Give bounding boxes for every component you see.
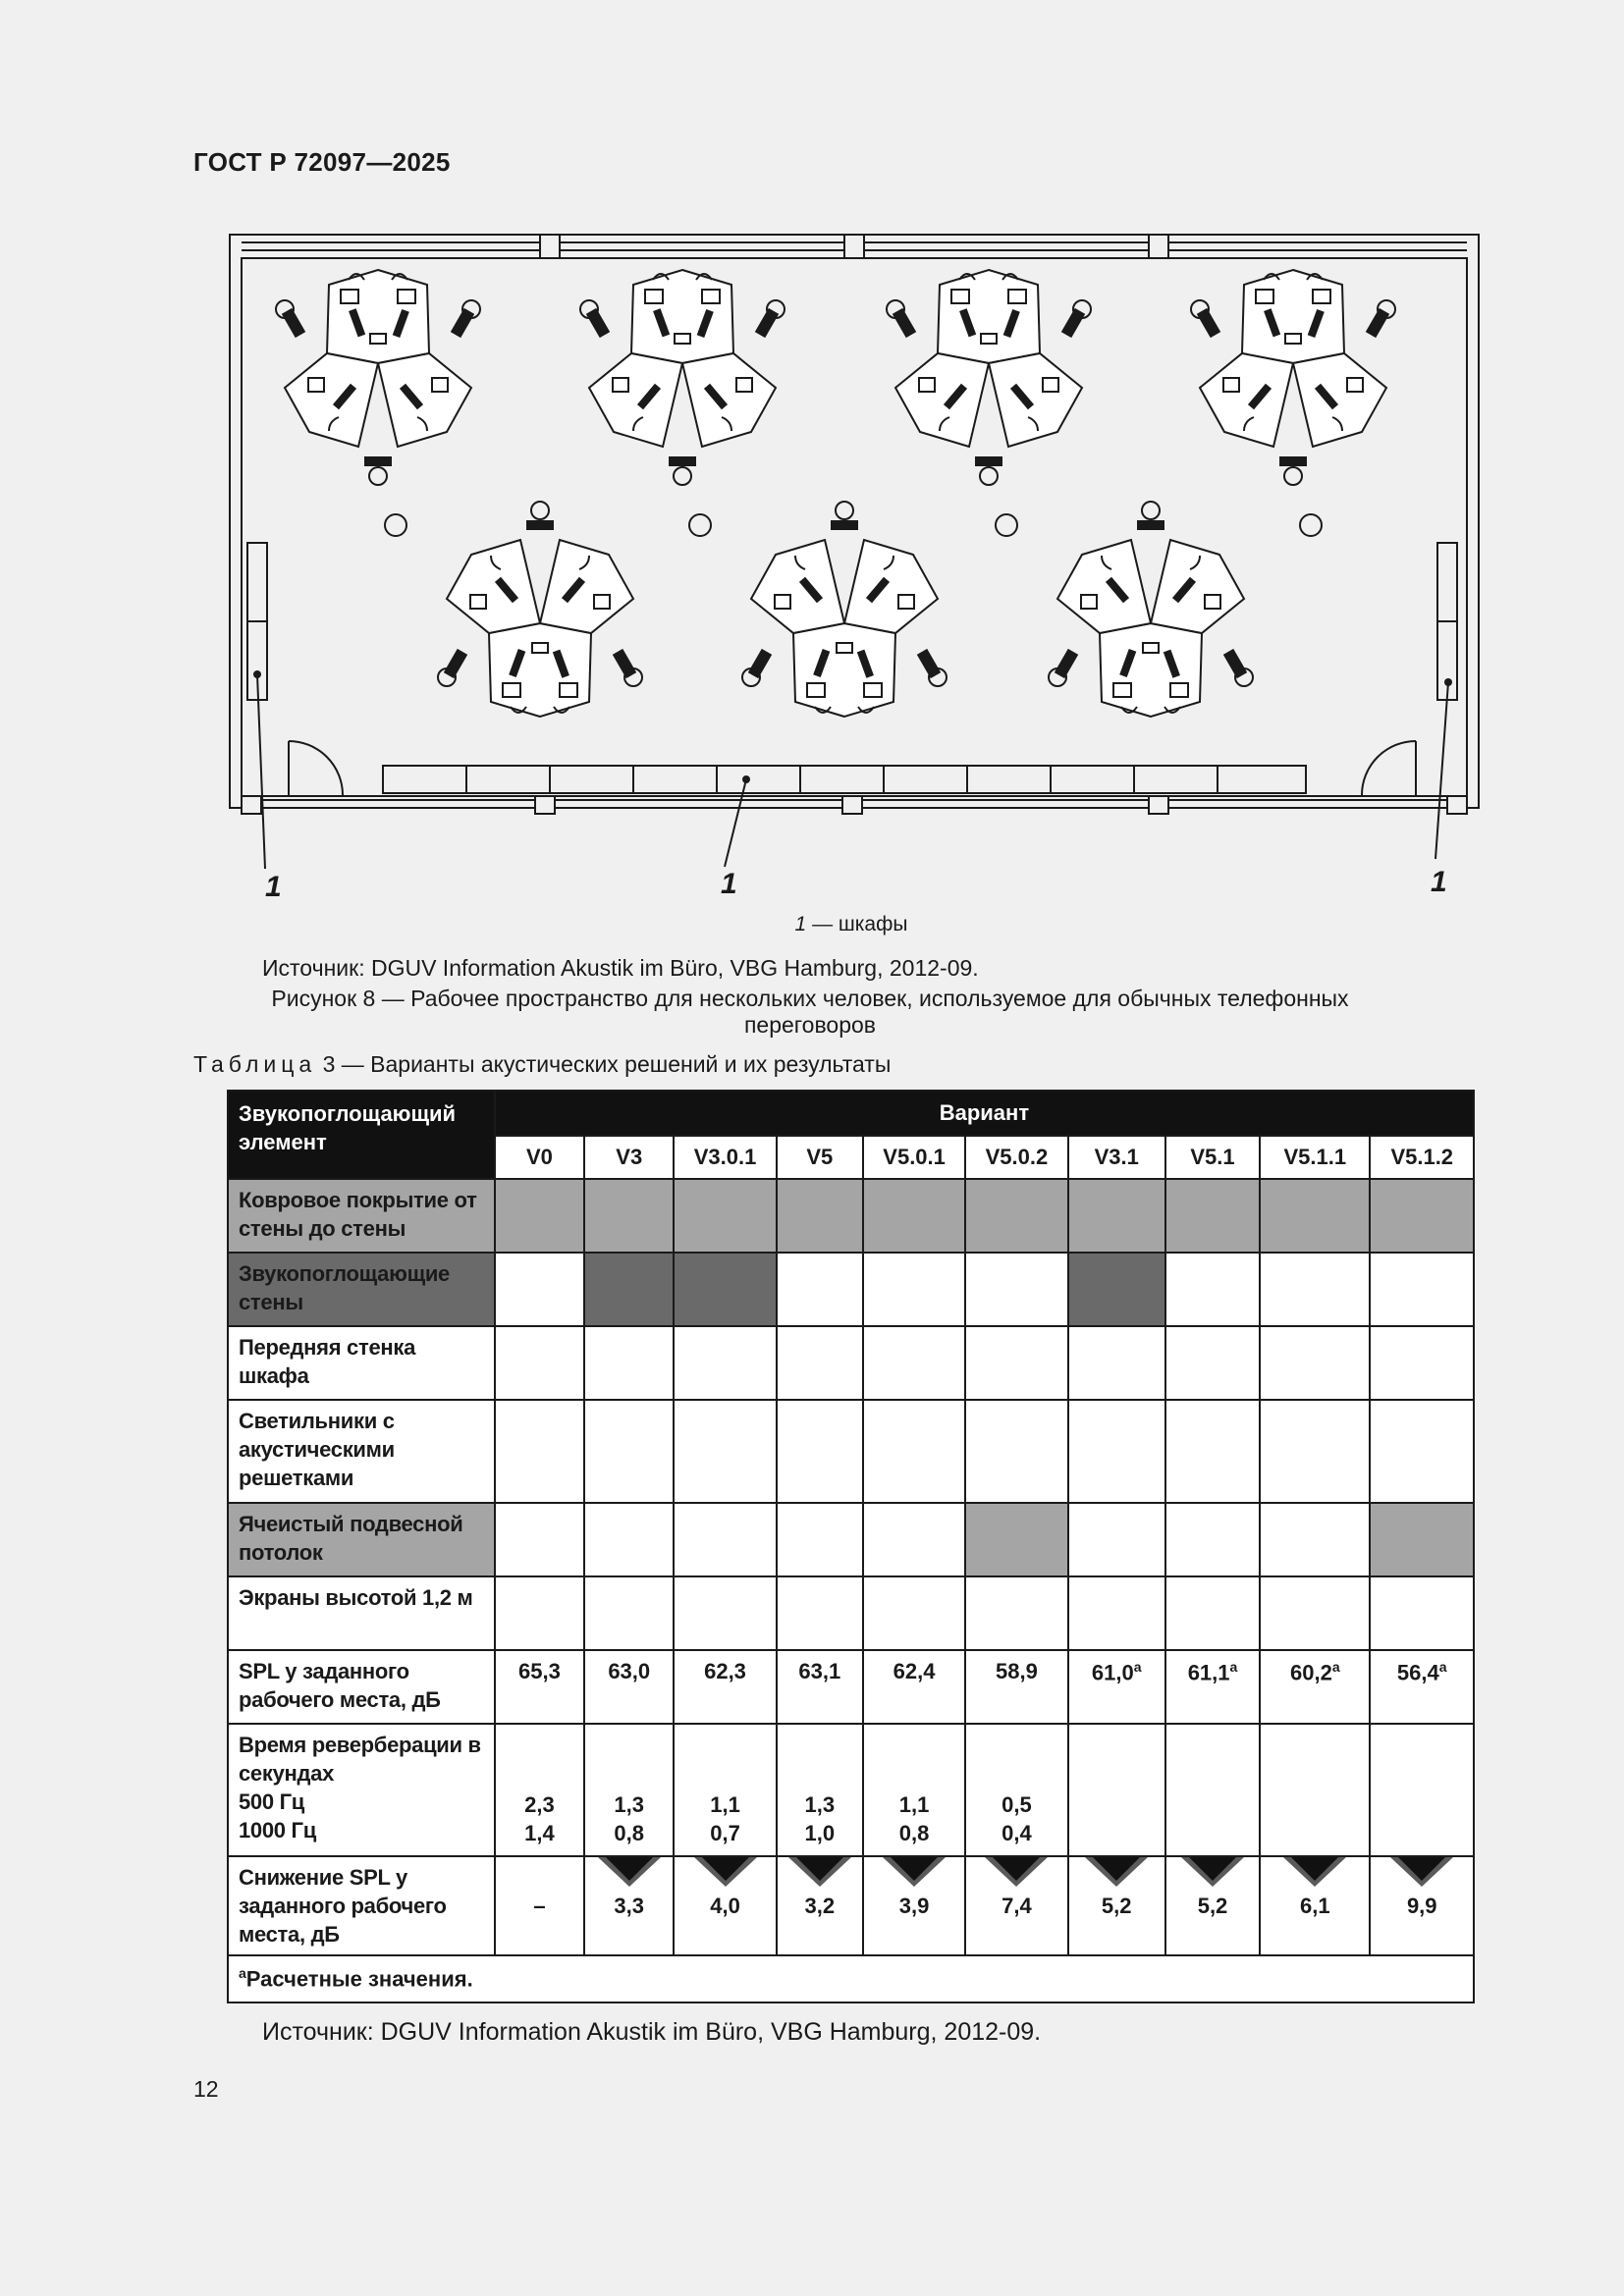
cell (777, 1503, 863, 1576)
reverb-1000: 0,4 (1001, 1821, 1032, 1845)
cell (1370, 1503, 1474, 1576)
spl-value (1260, 1650, 1370, 1724)
reduction-value (584, 1856, 674, 1955)
cell (674, 1503, 776, 1576)
reverb-500: 2,3 (524, 1792, 555, 1817)
callout-left: 1 (265, 871, 282, 903)
spl-number: 60,2 (1290, 1660, 1332, 1685)
variant-col: V3.0.1 (674, 1136, 776, 1179)
cell (674, 1576, 776, 1650)
table-row (228, 1576, 1474, 1650)
cell (1068, 1503, 1165, 1576)
reverb-1000: 1,0 (804, 1821, 836, 1845)
spl-value: 62,4 (863, 1650, 965, 1724)
reduction-value (1260, 1856, 1370, 1955)
cell (777, 1326, 863, 1400)
cell (1260, 1253, 1370, 1326)
cell (674, 1179, 776, 1253)
spl-value (1370, 1650, 1474, 1724)
variant-col: V0 (495, 1136, 584, 1179)
reverb-1000-label: 1000 Гц (239, 1818, 316, 1842)
reverb-1000: 0,8 (898, 1821, 930, 1845)
down-triangle-icon (883, 1857, 946, 1889)
cell (584, 1503, 674, 1576)
reverb-500: 1,3 (614, 1792, 645, 1817)
cell (1068, 1179, 1165, 1253)
down-triangle-icon (1283, 1857, 1346, 1889)
reduction-value (965, 1856, 1067, 1955)
variant-col: V5.0.2 (965, 1136, 1067, 1179)
callout-right: 1 (1431, 866, 1447, 898)
reduction-value (674, 1856, 776, 1955)
cell (965, 1400, 1067, 1503)
reduction-number: 3,2 (804, 1893, 836, 1918)
cell (1068, 1400, 1165, 1503)
cell (674, 1326, 776, 1400)
spl-number: 61,0 (1091, 1660, 1134, 1685)
page-number: 12 (193, 2076, 219, 2102)
legend-text: — шкафы (806, 913, 908, 935)
spl-footnote-mark: a (1229, 1659, 1238, 1675)
table-source: Источник: DGUV Information Akustik im Büro, VBG Hamburg, 2012-09. (262, 2018, 1042, 2046)
table-title-rest: 3 — Варианты акустических решений и их результаты (316, 1051, 892, 1077)
reduction-value (1165, 1856, 1260, 1955)
variant-col: V5 (777, 1136, 863, 1179)
cell (584, 1179, 674, 1253)
cell (584, 1326, 674, 1400)
spl-number: 61,1 (1187, 1660, 1230, 1685)
variant-header: Вариант (495, 1091, 1474, 1136)
callout-center: 1 (721, 868, 737, 900)
cell (584, 1400, 674, 1503)
table-row (228, 1179, 1474, 1253)
cell (965, 1503, 1067, 1576)
row-label-cabinet: Передняя стенка шкафа (228, 1326, 495, 1400)
footnote-mark: a (239, 1965, 246, 1982)
cell (495, 1576, 584, 1650)
reduction-number: 9,9 (1406, 1893, 1437, 1918)
reverb-1000: 0,7 (710, 1821, 740, 1845)
spl-value: 65,3 (495, 1650, 584, 1724)
variant-col: V5.1.1 (1260, 1136, 1370, 1179)
spl-footnote-mark: a (1331, 1659, 1340, 1675)
cell (1260, 1503, 1370, 1576)
cell (1370, 1179, 1474, 1253)
cell (1370, 1724, 1474, 1856)
down-triangle-icon (1390, 1857, 1453, 1889)
table-title-word: Таблица (193, 1051, 317, 1077)
spl-value: 62,3 (674, 1650, 776, 1724)
cell (863, 1576, 965, 1650)
down-triangle-icon (1181, 1857, 1244, 1889)
cell (863, 1253, 965, 1326)
reverb-500-label: 500 Гц (239, 1789, 305, 1814)
reverb-500: 0,5 (1001, 1792, 1032, 1817)
reverb-value (674, 1724, 776, 1856)
reduction-value (495, 1856, 584, 1955)
variant-col: V5.0.1 (863, 1136, 965, 1179)
cell (584, 1576, 674, 1650)
cell (777, 1179, 863, 1253)
cell (1260, 1326, 1370, 1400)
footnote-text: Расчетные значения. (245, 1966, 473, 1992)
cell (863, 1179, 965, 1253)
cell (674, 1400, 776, 1503)
reduction-number: 3,3 (614, 1893, 645, 1918)
row-label-spl: SPL у заданного рабочего места, дБ (228, 1650, 495, 1724)
cell (965, 1326, 1067, 1400)
row-label-lights: Светильники с акустическими решетками (228, 1400, 495, 1503)
cell (777, 1253, 863, 1326)
cell (1165, 1576, 1260, 1650)
reverb-500: 1,3 (804, 1792, 836, 1817)
cell (674, 1253, 776, 1326)
table-footnote (228, 1955, 1474, 2002)
reverb-value (495, 1724, 584, 1856)
cell (1068, 1253, 1165, 1326)
reverb-500: 1,1 (898, 1792, 930, 1817)
figure-source: Источник: DGUV Information Akustik im Büro, VBG Hamburg, 2012-09. (262, 955, 979, 981)
reduction-number: 5,2 (1197, 1893, 1228, 1918)
cell (1260, 1400, 1370, 1503)
cell (777, 1400, 863, 1503)
cell (1370, 1326, 1474, 1400)
cell (1165, 1724, 1260, 1856)
spl-value: 63,1 (777, 1650, 863, 1724)
row-label-reduction: Снижение SPL у заданного рабочего места, дБ (228, 1856, 495, 1955)
table-row (228, 1650, 1474, 1724)
cell (1165, 1503, 1260, 1576)
table-row (228, 1326, 1474, 1400)
reverb-1000: 0,8 (614, 1821, 645, 1845)
figure-caption: Рисунок 8 — Рабочее пространство для нескольких человек, используемое для обычных телефонных переговоров (271, 986, 1349, 1038)
cell (965, 1179, 1067, 1253)
row-label-reverb (228, 1724, 495, 1856)
table-title (193, 1051, 891, 1078)
reduction-value (777, 1856, 863, 1955)
cell (863, 1503, 965, 1576)
figure-legend (39, 913, 1624, 936)
reduction-number: 3,9 (898, 1893, 930, 1918)
down-triangle-icon (1085, 1857, 1148, 1889)
reduction-number: – (533, 1893, 546, 1918)
reduction-number: 7,4 (1001, 1893, 1032, 1918)
spl-number: 56,4 (1396, 1660, 1439, 1685)
down-triangle-icon (788, 1857, 851, 1889)
variant-col: V5.1.2 (1370, 1136, 1474, 1179)
cell (1068, 1576, 1165, 1650)
cell (777, 1576, 863, 1650)
cell (495, 1503, 584, 1576)
cell (1165, 1400, 1260, 1503)
spl-footnote-mark: a (1133, 1659, 1142, 1675)
down-triangle-icon (598, 1857, 661, 1889)
spl-value: 58,9 (965, 1650, 1067, 1724)
cell (584, 1253, 674, 1326)
down-triangle-icon (694, 1857, 757, 1889)
cell (1260, 1576, 1370, 1650)
cell (495, 1326, 584, 1400)
reduction-number: 5,2 (1101, 1893, 1132, 1918)
cell (495, 1179, 584, 1253)
cell (1370, 1576, 1474, 1650)
document-header: ГОСТ Р 72097—2025 (193, 147, 451, 177)
cell (863, 1400, 965, 1503)
cell (965, 1253, 1067, 1326)
floor-plan-figure (216, 221, 1492, 928)
spl-footnote-mark: a (1438, 1659, 1447, 1675)
spl-value (1068, 1650, 1165, 1724)
table-row (228, 1503, 1474, 1576)
reverb-value (777, 1724, 863, 1856)
cell (1370, 1400, 1474, 1503)
reverb-value (965, 1724, 1067, 1856)
cell (1260, 1179, 1370, 1253)
cell (1260, 1724, 1370, 1856)
variant-col: V5.1 (1165, 1136, 1260, 1179)
cell (1068, 1724, 1165, 1856)
cell (495, 1253, 584, 1326)
reverb-value (863, 1724, 965, 1856)
reverb-500: 1,1 (710, 1792, 740, 1817)
table-row (228, 1253, 1474, 1326)
cell (1370, 1253, 1474, 1326)
reduction-value (1370, 1856, 1474, 1955)
row-label-carpet: Ковровое покрытие от стены до стены (228, 1179, 495, 1253)
row-label-walls: Звукопоглощающие стены (228, 1253, 495, 1326)
reverb-1000: 1,4 (524, 1821, 555, 1845)
reduction-value (863, 1856, 965, 1955)
table-row (228, 1724, 1474, 1856)
down-triangle-icon (985, 1857, 1048, 1889)
cell (1068, 1326, 1165, 1400)
cell (863, 1326, 965, 1400)
cell (965, 1576, 1067, 1650)
row-label-screens: Экраны высотой 1,2 м (228, 1576, 495, 1650)
row-label-ceiling: Ячеистый подвесной потолок (228, 1503, 495, 1576)
cell (1165, 1179, 1260, 1253)
table-row (228, 1400, 1474, 1503)
spl-value (1165, 1650, 1260, 1724)
reduction-value (1068, 1856, 1165, 1955)
cell (495, 1400, 584, 1503)
cell (1165, 1326, 1260, 1400)
variant-col: V3 (584, 1136, 674, 1179)
variant-col: V3.1 (1068, 1136, 1165, 1179)
reverb-value (584, 1724, 674, 1856)
reverb-title: Время реверберации в секундах (239, 1733, 481, 1786)
table-row (228, 1856, 1474, 1955)
corner-header: Звукопоглощающий элемент (228, 1091, 495, 1179)
reduction-number: 4,0 (710, 1893, 740, 1918)
spl-value: 63,0 (584, 1650, 674, 1724)
reduction-number: 6,1 (1300, 1893, 1330, 1918)
table-row (228, 1955, 1474, 2002)
legend-number: 1 (794, 913, 807, 935)
cell (1165, 1253, 1260, 1326)
acoustic-variants-table (227, 1090, 1475, 2003)
